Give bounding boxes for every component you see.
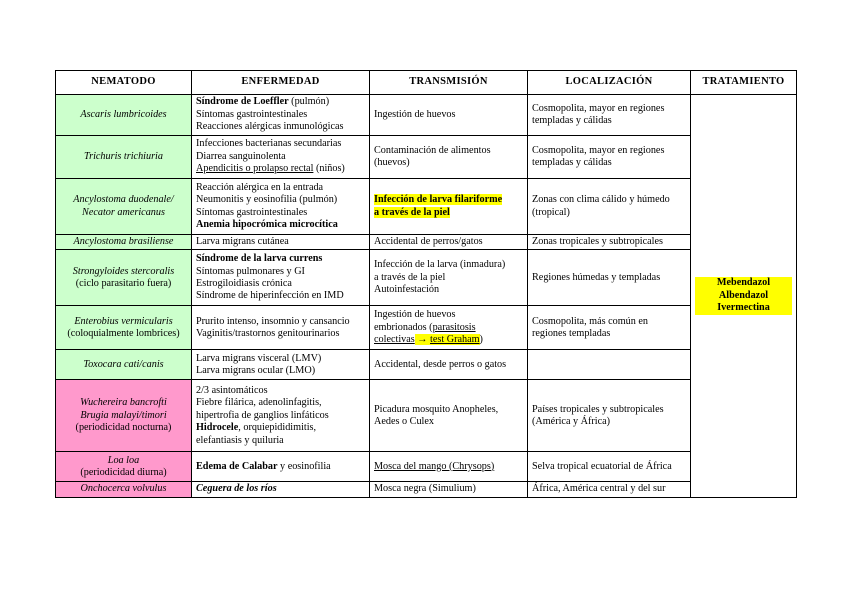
table-row (56, 482, 797, 497)
nematode-cell: Loa loa (periodicidad diurna) (56, 452, 192, 482)
location-cell (528, 350, 691, 380)
transmission-cell: Accidental de perros/gatos (370, 235, 528, 250)
nematode-cell: Ancylostoma brasiliense (56, 235, 192, 250)
table-row (56, 235, 797, 250)
transmission-cell: Picadura mosquito Anopheles, Aedes o Culex (370, 380, 528, 452)
location-cell: Selva tropical ecuatorial de África (528, 452, 691, 482)
drug-ivermectina: Ivermectina (717, 302, 770, 314)
transmission-cell: Mosca del mango (Chrysops) (370, 452, 528, 482)
location-cell: Zonas con clima cálido y húmedo (tropical) (528, 179, 691, 235)
transmission-cell: Mosca negra (Simulium) (370, 482, 528, 497)
header-enfermedad: ENFERMEDAD (192, 71, 370, 95)
header-row (56, 71, 797, 95)
nematode-cell: Ascaris lumbricoides (56, 95, 192, 136)
table-row (56, 380, 797, 452)
table-row (56, 95, 797, 136)
nematode-cell: Onchocerca volvulus (56, 482, 192, 497)
location-cell: Cosmopolita, mayor en regiones templadas y cálidas (528, 136, 691, 179)
table-row (56, 179, 797, 235)
drug-mebendazol: Mebendazol (716, 277, 771, 289)
disease-cell: Síndrome de Loeffler (pulmón) Síntomas gastrointestinales Reacciones alérgicas inmunológicas (192, 95, 370, 136)
nematode-table (55, 70, 797, 498)
treatment-cell (691, 95, 797, 498)
header-tratamiento: TRATAMIENTO (691, 71, 797, 95)
drug-albendazol: Albendazol (718, 289, 769, 301)
disease-cell: Reacción alérgica en la entrada Neumonitis y eosinofilia (pulmón) Síntomas gastrointestinales Anemia hipocrómica microcítica (192, 179, 370, 235)
location-cell: África, América central y del sur (528, 482, 691, 497)
table-row (56, 306, 797, 350)
location-cell: Cosmopolita, más común en regiones templadas (528, 306, 691, 350)
disease-cell: 2/3 asintomáticos Fiebre filárica, adenolinfagitis, hipertrofia de ganglios linfáticos Hidrocele, orquiepididimitis, elefantiasis y quiluria (192, 380, 370, 452)
table-row (56, 452, 797, 482)
transmission-cell: Accidental, desde perros o gatos (370, 350, 528, 380)
transmission-cell: Ingestión de huevos (370, 95, 528, 136)
location-cell: Países tropicales y subtropicales (América y África) (528, 380, 691, 452)
disease-cell: Prurito intenso, insomnio y cansancio Vaginitis/trastornos genitourinarios (192, 306, 370, 350)
table-row (56, 136, 797, 179)
location-cell: Cosmopolita, mayor en regiones templadas y cálidas (528, 95, 691, 136)
location-cell: Zonas tropicales y subtropicales (528, 235, 691, 250)
disease-cell: Larva migrans visceral (LMV) Larva migrans ocular (LMO) (192, 350, 370, 380)
nematode-cell: Strongyloides stercoralis (ciclo parasitario fuera) (56, 250, 192, 306)
disease-cell: Infecciones bacterianas secundarias Diarrea sanguinolenta Apendicitis o prolapso rectal (niños) (192, 136, 370, 179)
nematode-cell: Ancylostoma duodenale/ Necator americanus (56, 179, 192, 235)
disease-cell: Ceguera de los ríos (192, 482, 370, 497)
nematode-cell: Wuchereira bancrofti Brugia malayi/timori (periodicidad nocturna) (56, 380, 192, 452)
transmission-cell: Infección de la larva (inmadura) a través de la piel Autoinfestación (370, 250, 528, 306)
nematode-cell: Toxocara cati/canis (56, 350, 192, 380)
transmission-cell: Contaminación de alimentos (huevos) (370, 136, 528, 179)
header-nematodo: NEMATODO (56, 71, 192, 95)
disease-cell: Síndrome de la larva currens Síntomas pulmonares y GI Estrogiloidiasis crónica Síndrome de hiperinfección en IMD (192, 250, 370, 306)
nematode-cell: Enterobius vermicularis (coloquialmente lombrices) (56, 306, 192, 350)
table-row (56, 250, 797, 306)
location-cell: Regiones húmedas y templadas (528, 250, 691, 306)
nematode-cell: Trichuris trichiuria (56, 136, 192, 179)
transmission-cell: Infección de larva filariforme a través de la piel (370, 179, 528, 235)
transmission-cell: Ingestión de huevos embrionados (parasitosis colectivas → test Graham) (370, 306, 528, 350)
disease-cell: Edema de Calabar y eosinofilia (192, 452, 370, 482)
table-row (56, 350, 797, 380)
header-transmision: TRANSMISIÓN (370, 71, 528, 95)
disease-cell: Larva migrans cutánea (192, 235, 370, 250)
header-localizacion: LOCALIZACIÓN (528, 71, 691, 95)
